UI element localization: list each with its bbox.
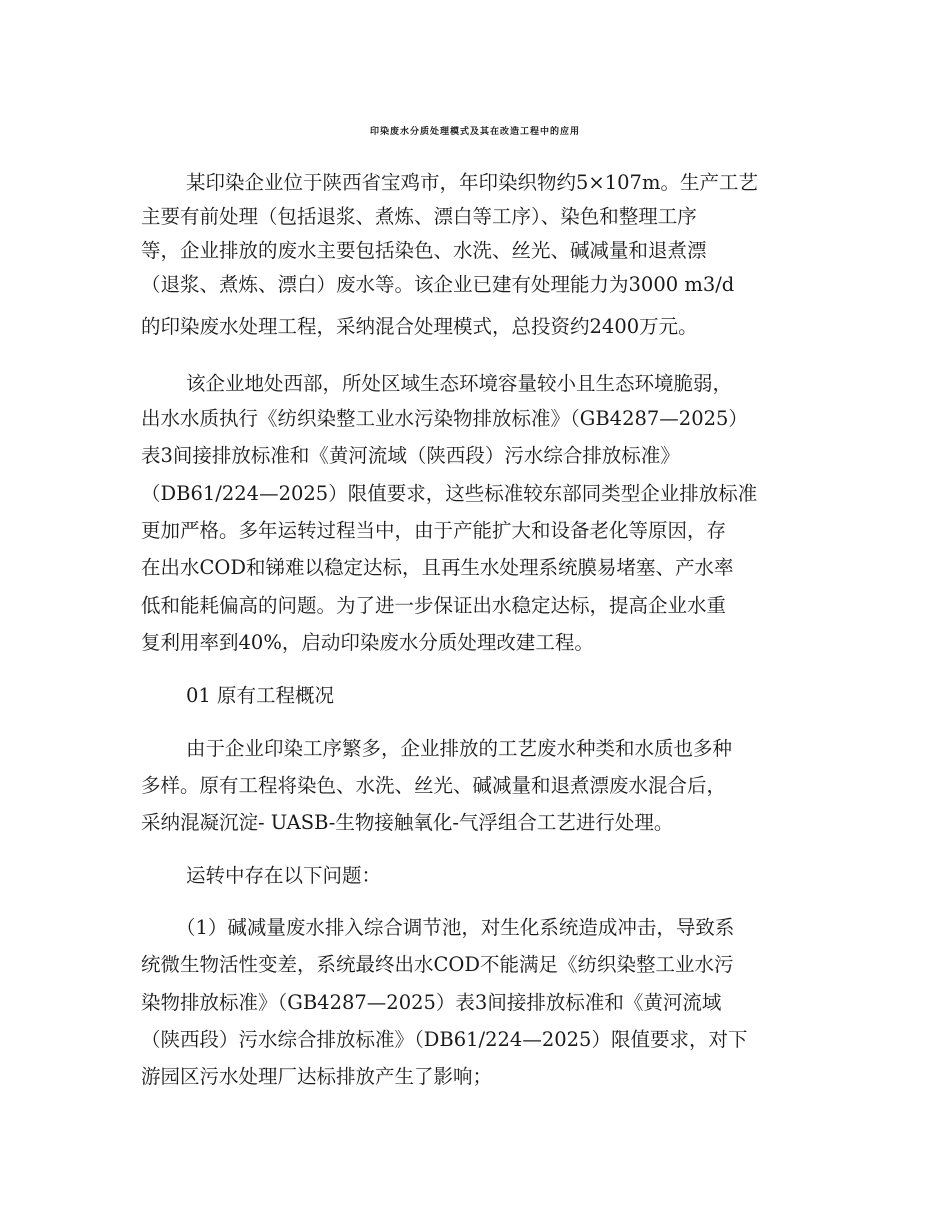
paragraph-2-line-6: 在出水COD和锑难以稳定达标，且再生水处理系统膜易堵塞、产水率: [141, 556, 734, 579]
section-heading: 01 原有工程概况: [186, 684, 335, 707]
paragraph-1-line-3: 等，企业排放的废水主要包括染色、水洗、丝光、碱减量和退煮漂: [141, 239, 707, 262]
paragraph-5-line-1: （1）碱减量废水排入综合调节池，对生化系统造成冲击，导致系: [176, 916, 735, 939]
paragraph-5-line-4: （陕西段）污水综合排放标准》（DB61/224—2025）限值要求，对下: [141, 1028, 748, 1051]
paragraph-3-line-1: 由于企业印染工序繁多，企业排放的工艺废水种类和水质也多种: [186, 737, 733, 760]
paragraph-5-line-2: 统微生物活性变差，系统最终出水COD不能满足《纺织染整工业水污: [141, 953, 734, 976]
paragraph-3-line-3: 采纳混凝沉淀- UASB-生物接触氧化-气浮组合工艺进行处理。: [141, 811, 674, 834]
paragraph-1-line-1: 某印染企业位于陕西省宝鸡市，年印染织物约5×107m。生产工艺: [186, 171, 758, 194]
paragraph-2-line-5: 更加严格。多年运转过程当中，由于产能扩大和设备老化等原因，存: [141, 519, 727, 542]
paragraph-5-line-5: 游园区污水处理厂达标排放产生了影响；: [141, 1065, 493, 1088]
paragraph-2-line-4: （DB61/224—2025）限值要求，这些标准较东部同类型企业排放标准: [141, 482, 758, 505]
paragraph-4-line-1: 运转中存在以下问题：: [186, 864, 382, 887]
paragraph-2-line-8: 复利用率到40%，启动印染废水分质处理改建工程。: [141, 631, 594, 654]
paragraph-5-line-3: 染物排放标准》（GB4287—2025）表3间接排放标准和《黄河流域: [141, 991, 722, 1014]
document-title: 印染废水分质处理模式及其在改造工程中的应用: [369, 127, 580, 137]
paragraph-1-line-4: （退浆、煮炼、漂白）废水等。该企业已建有处理能力为3000 m3/d: [141, 273, 735, 296]
paragraph-1-line-5: 的印染废水处理工程，采纳混合处理模式，总投资约2400万元。: [141, 315, 698, 338]
paragraph-2-line-2: 出水水质执行《纺织染整工业水污染物排放标准》（GB4287—2025）: [141, 407, 748, 430]
paragraph-2-line-7: 低和能耗偏高的问题。为了进一步保证出水稳定达标，提高企业水重: [141, 594, 727, 617]
paragraph-3-line-2: 多样。原有工程将染色、水洗、丝光、碱减量和退煮漂废水混合后，: [141, 774, 727, 797]
paragraph-2-line-3: 表3间接排放标准和《黄河流域（陕西段）污水综合排放标准》: [141, 444, 680, 467]
paragraph-1-line-2: 主要有前处理（包括退浆、煮炼、漂白等工序）、染色和整理工序: [141, 205, 697, 228]
paragraph-2-line-1: 该企业地处西部，所处区域生态环境容量较小且生态环境脆弱，: [186, 372, 733, 395]
